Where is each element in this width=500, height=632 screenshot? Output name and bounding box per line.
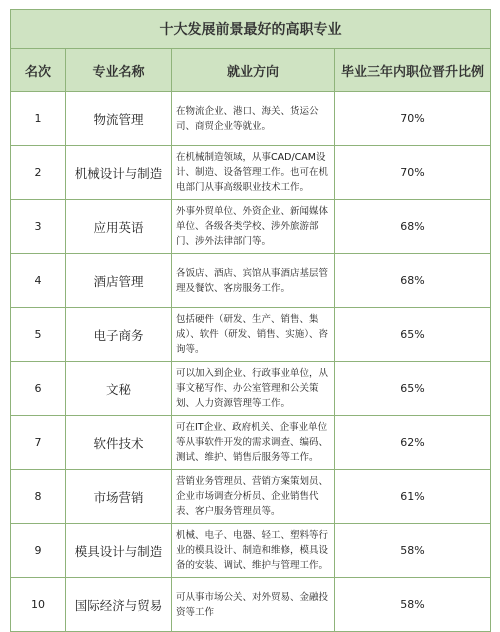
table-row	[11, 578, 491, 632]
direction-cell: 各饭店、酒店、宾馆从事酒店基层管理及餐饮、客房服务工作。	[172, 254, 335, 308]
percent-cell: 68%	[335, 254, 491, 308]
major-name-cell: 酒店管理	[66, 254, 172, 308]
table-row	[11, 308, 491, 362]
percent-cell: 70%	[335, 146, 491, 200]
major-name-cell: 应用英语	[66, 200, 172, 254]
table-row	[11, 470, 491, 524]
direction-cell: 可以加入到企业、行政事业单位，从事文秘写作、办公室管理和公关策划、人力资源管理等工作。	[172, 362, 335, 416]
rank-cell: 3	[11, 200, 66, 254]
table-row	[11, 254, 491, 308]
major-name-cell: 物流管理	[66, 92, 172, 146]
major-name-cell: 电子商务	[66, 308, 172, 362]
percent-cell: 61%	[335, 470, 491, 524]
percent-cell: 65%	[335, 308, 491, 362]
header-row	[11, 49, 491, 92]
direction-cell: 机械、电子、电器、轻工、塑料等行业的模具设计、制造和维修，模具设备的安装、调试、维护与管理工作。	[172, 524, 335, 578]
percent-cell: 65%	[335, 362, 491, 416]
rank-cell: 6	[11, 362, 66, 416]
header-promotion-ratio: 毕业三年内职位晋升比例	[335, 49, 491, 92]
table-row	[11, 416, 491, 470]
table-row	[11, 524, 491, 578]
rank-cell: 1	[11, 92, 66, 146]
direction-cell: 在机械制造领域，从事CAD/CAM设计、制造、设备管理工作。也可在机电部门从事高级职业技术工作。	[172, 146, 335, 200]
rank-cell: 10	[11, 578, 66, 632]
percent-cell: 62%	[335, 416, 491, 470]
header-employment-direction: 就业方向	[172, 49, 335, 92]
table-title: 十大发展前景最好的高职专业	[11, 10, 491, 49]
header-major-name: 专业名称	[66, 49, 172, 92]
rank-cell: 4	[11, 254, 66, 308]
major-name-cell: 机械设计与制造	[66, 146, 172, 200]
major-name-cell: 市场营销	[66, 470, 172, 524]
percent-cell: 58%	[335, 578, 491, 632]
table-row	[11, 146, 491, 200]
direction-cell: 可在IT企业、政府机关、企事业单位等从事软件开发的需求调查、编码、测试、维护、销售后服务等工作。	[172, 416, 335, 470]
rank-cell: 7	[11, 416, 66, 470]
rank-cell: 8	[11, 470, 66, 524]
table-row	[11, 92, 491, 146]
direction-cell: 可从事市场公关、对外贸易、金融投资等工作	[172, 578, 335, 632]
direction-cell: 外事外贸单位、外资企业、新闻媒体单位、各级各类学校、涉外旅游部门、涉外法律部门等。	[172, 200, 335, 254]
header-rank: 名次	[11, 49, 66, 92]
rank-cell: 9	[11, 524, 66, 578]
percent-cell: 58%	[335, 524, 491, 578]
major-name-cell: 模具设计与制造	[66, 524, 172, 578]
percent-cell: 70%	[335, 92, 491, 146]
major-name-cell: 文秘	[66, 362, 172, 416]
table-row	[11, 200, 491, 254]
direction-cell: 在物流企业、港口、海关、货运公司、商贸企业等就业。	[172, 92, 335, 146]
direction-cell: 包括硬件（研发、生产、销售、集成）、软件（研发、销售、实施）、咨询等。	[172, 308, 335, 362]
percent-cell: 68%	[335, 200, 491, 254]
direction-cell: 营销业务管理员、营销方案策划员、企业市场调查分析员、企业销售代表、客户服务管理员等。	[172, 470, 335, 524]
majors-table	[10, 9, 491, 632]
table-row	[11, 362, 491, 416]
rank-cell: 2	[11, 146, 66, 200]
major-name-cell: 软件技术	[66, 416, 172, 470]
rank-cell: 5	[11, 308, 66, 362]
major-name-cell: 国际经济与贸易	[66, 578, 172, 632]
